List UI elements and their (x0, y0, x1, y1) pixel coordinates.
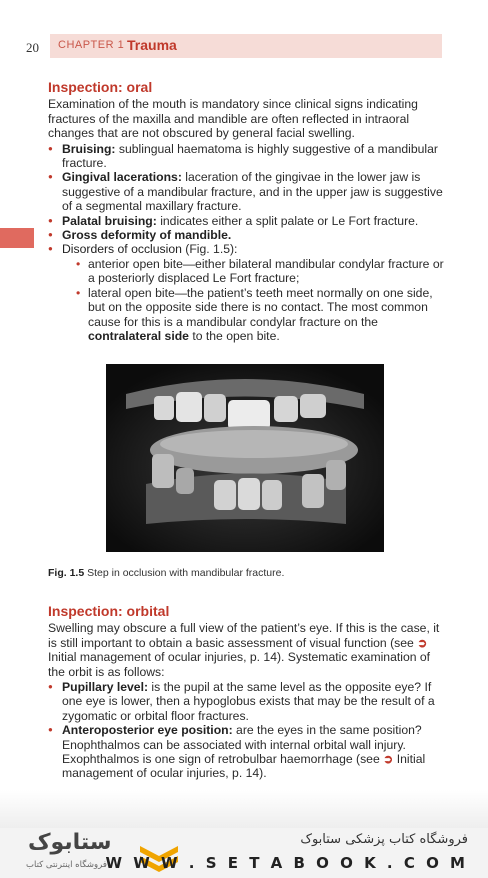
oral-intro: Examination of the mouth is mandatory since clinical signs indicating fractures of the maxilla and mandible are often reflected in intraoral changes that are not obscured by general facial swelling. (48, 97, 418, 141)
chapter-header (50, 34, 442, 58)
page-number: 20 (26, 40, 39, 55)
footer-banner (0, 828, 488, 878)
brand-logo-subtitle: فروشگاه اینترنتی کتاب (26, 860, 107, 870)
footer-fade (0, 790, 488, 828)
list-item: ● Pupillary level: is the pupil at the same level as the opposite eye? If one eye is lower, then a hypoglobus exists that may be the result of a zygomatic or orbital floor fractures. (48, 680, 444, 723)
list-item: ● Bruising: sublingual haematoma is highly suggestive of a mandibular fracture. (48, 142, 444, 171)
figure-caption-text: Step in occlusion with mandibular fracture. (84, 567, 285, 579)
cross-reference-icon: ➲ (383, 752, 394, 767)
figure-caption (48, 567, 284, 579)
brand-logo-text: ستابوک (28, 830, 112, 855)
occlusion-sub-list (62, 257, 444, 343)
list-item: ● Gingival lacerations: laceration of the gingivae in the lower jaw is suggestive of a mandibular fracture, and in the upper jaw is suggestive of a segmental maxillary fracture. (48, 170, 444, 213)
figure-label: Fig. 1.5 (48, 567, 85, 579)
chapter-side-tab (0, 228, 34, 248)
list-item: ● Gross deformity of mandible. (48, 228, 444, 242)
list-item: ● Palatal bruising: indicates either a split palate or Le Fort fracture. (48, 214, 444, 228)
figure-occlusion-photo (106, 364, 384, 552)
cross-reference-icon: ➲ (417, 635, 428, 650)
section-orbital (48, 604, 444, 781)
chapter-label: CHAPTER 1 (58, 39, 125, 51)
oral-bullet-list (48, 142, 444, 344)
mouth-photo-illustration (106, 364, 384, 552)
sub-list-item: • lateral open bite—the patient’s teeth meet normally on one side, but on the opposite side there is no contact. The most common cause for this is a mandibular condylar fracture on the contralateral side to the open bite. (62, 286, 444, 344)
list-item: ● Anteroposterior eye position: are the eyes in the same position? Enophthalmos can be associated with internal orbital wall injury. Exophthalmos is one sign of retrobulbar haemorrhage (see ➲ Initial management of ocular injuries, p. 14). (48, 723, 444, 781)
section-heading-orbital: Inspection: orbital (48, 603, 170, 619)
store-title: فروشگاه کتاب پزشکی ستابوک (300, 832, 468, 847)
chapter-title: Trauma (127, 37, 177, 53)
store-url-link[interactable]: W W W . S E T A B O O K . C O M (105, 854, 468, 872)
list-item: ● Disorders of occlusion (Fig. 1.5): • anterior open bite—either bilateral mandibular condylar fracture or a posteriorly displaced Le Fort fracture; • lateral open bite—the patient’s teeth meet normally on one side, but on the opposite side there is no contact. The most common cause for this is a mandibular condylar fracture on the contralateral side to the open bite. (48, 242, 444, 343)
sub-list-item: • anterior open bite—either bilateral mandibular condylar fracture or a posteriorly displaced Le Fort fracture; (62, 257, 444, 286)
orbital-intro: Swelling may obscure a full view of the patient’s eye. If this is the case, it is still important to obtain a basic assessment of visual function (see ➲ Initial management of ocular injuries, p. 14). Systematic examination of the orbit is as follows: (48, 621, 440, 679)
orbital-bullet-list (48, 680, 444, 781)
section-oral (48, 80, 444, 343)
section-heading-oral: Inspection: oral (48, 79, 153, 95)
